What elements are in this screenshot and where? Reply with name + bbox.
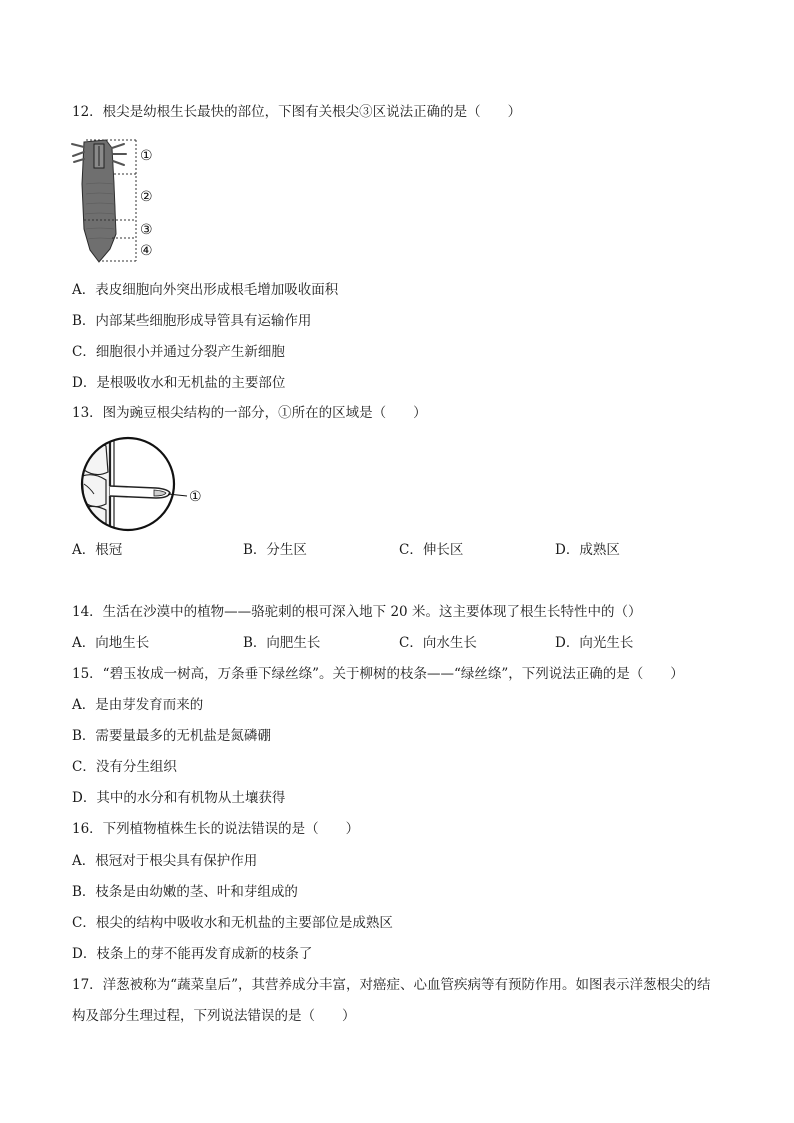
q12-option-d: D．是根吸收水和无机盐的主要部位 bbox=[72, 375, 286, 391]
q13-stem: 13．图为豌豆根尖结构的一部分，①所在的区域是（ ） bbox=[72, 405, 427, 421]
q12-option-b: B．内部某些细胞形成导管具有运输作用 bbox=[72, 313, 312, 329]
q14-option-d: D．向光生长 bbox=[555, 635, 634, 651]
figure-label-1: ① bbox=[140, 148, 153, 164]
root-tip-figure bbox=[68, 134, 158, 266]
q16-option-b: B．枝条是由幼嫩的茎、叶和芽组成的 bbox=[72, 884, 298, 900]
q16-option-d: D．枝条上的芽不能再发育成新的枝条了 bbox=[72, 946, 313, 962]
q15-option-c: C．没有分生组织 bbox=[72, 759, 177, 775]
q17-stem-line2: 构及部分生理过程，下列说法错误的是（ ） bbox=[72, 1008, 356, 1024]
q12-option-a: A．表皮细胞向外突出形成根毛增加吸收面积 bbox=[72, 282, 339, 298]
figure-label-1: ① bbox=[189, 489, 202, 505]
q17-stem-line1: 17．洋葱被称为“蔬菜皇后”，其营养成分丰富，对癌症、心血管疾病等有预防作用。如图表示洋葱根尖的结 bbox=[72, 977, 711, 993]
q14-stem: 14．生活在沙漠中的植物——骆驼刺的根可深入地下 20 米。这主要体现了根生长特性中的（） bbox=[72, 604, 642, 620]
q15-option-a: A．是由芽发育而来的 bbox=[72, 697, 204, 713]
q12-option-c: C．细胞很小并通过分裂产生新细胞 bbox=[72, 344, 285, 360]
figure-label-4: ④ bbox=[140, 243, 153, 259]
q13-option-c: C．伸长区 bbox=[399, 542, 464, 558]
q14-option-b: B．向肥生长 bbox=[243, 635, 321, 651]
q14-option-a: A．向地生长 bbox=[72, 635, 150, 651]
q15-option-d: D．其中的水分和有机物从土壤获得 bbox=[72, 790, 286, 806]
figure-label-2: ② bbox=[140, 189, 153, 205]
q13-option-b: B．分生区 bbox=[243, 542, 307, 558]
q13-option-d: D．成熟区 bbox=[555, 542, 620, 558]
figure-label-3: ③ bbox=[140, 222, 153, 238]
q13-option-a: A．根冠 bbox=[72, 542, 123, 558]
q14-option-c: C．向水生长 bbox=[399, 635, 477, 651]
pea-root-cell-figure bbox=[76, 434, 216, 534]
q15-option-b: B．需要量最多的无机盐是氮磷硼 bbox=[72, 728, 271, 744]
q16-option-c: C．根尖的结构中吸收水和无机盐的主要部位是成熟区 bbox=[72, 915, 393, 931]
q16-option-a: A．根冠对于根尖具有保护作用 bbox=[72, 853, 258, 869]
q15-stem: 15．“碧玉妆成一树高，万条垂下绿丝绦”。关于柳树的枝条——“绿丝绦”，下列说法正确的是（ ） bbox=[72, 666, 684, 682]
q12-stem: 12．根尖是幼根生长最快的部位，下图有关根尖③区说法正确的是（ ） bbox=[72, 104, 522, 120]
q16-stem: 16．下列植物植株生长的说法错误的是（ ） bbox=[72, 821, 360, 837]
